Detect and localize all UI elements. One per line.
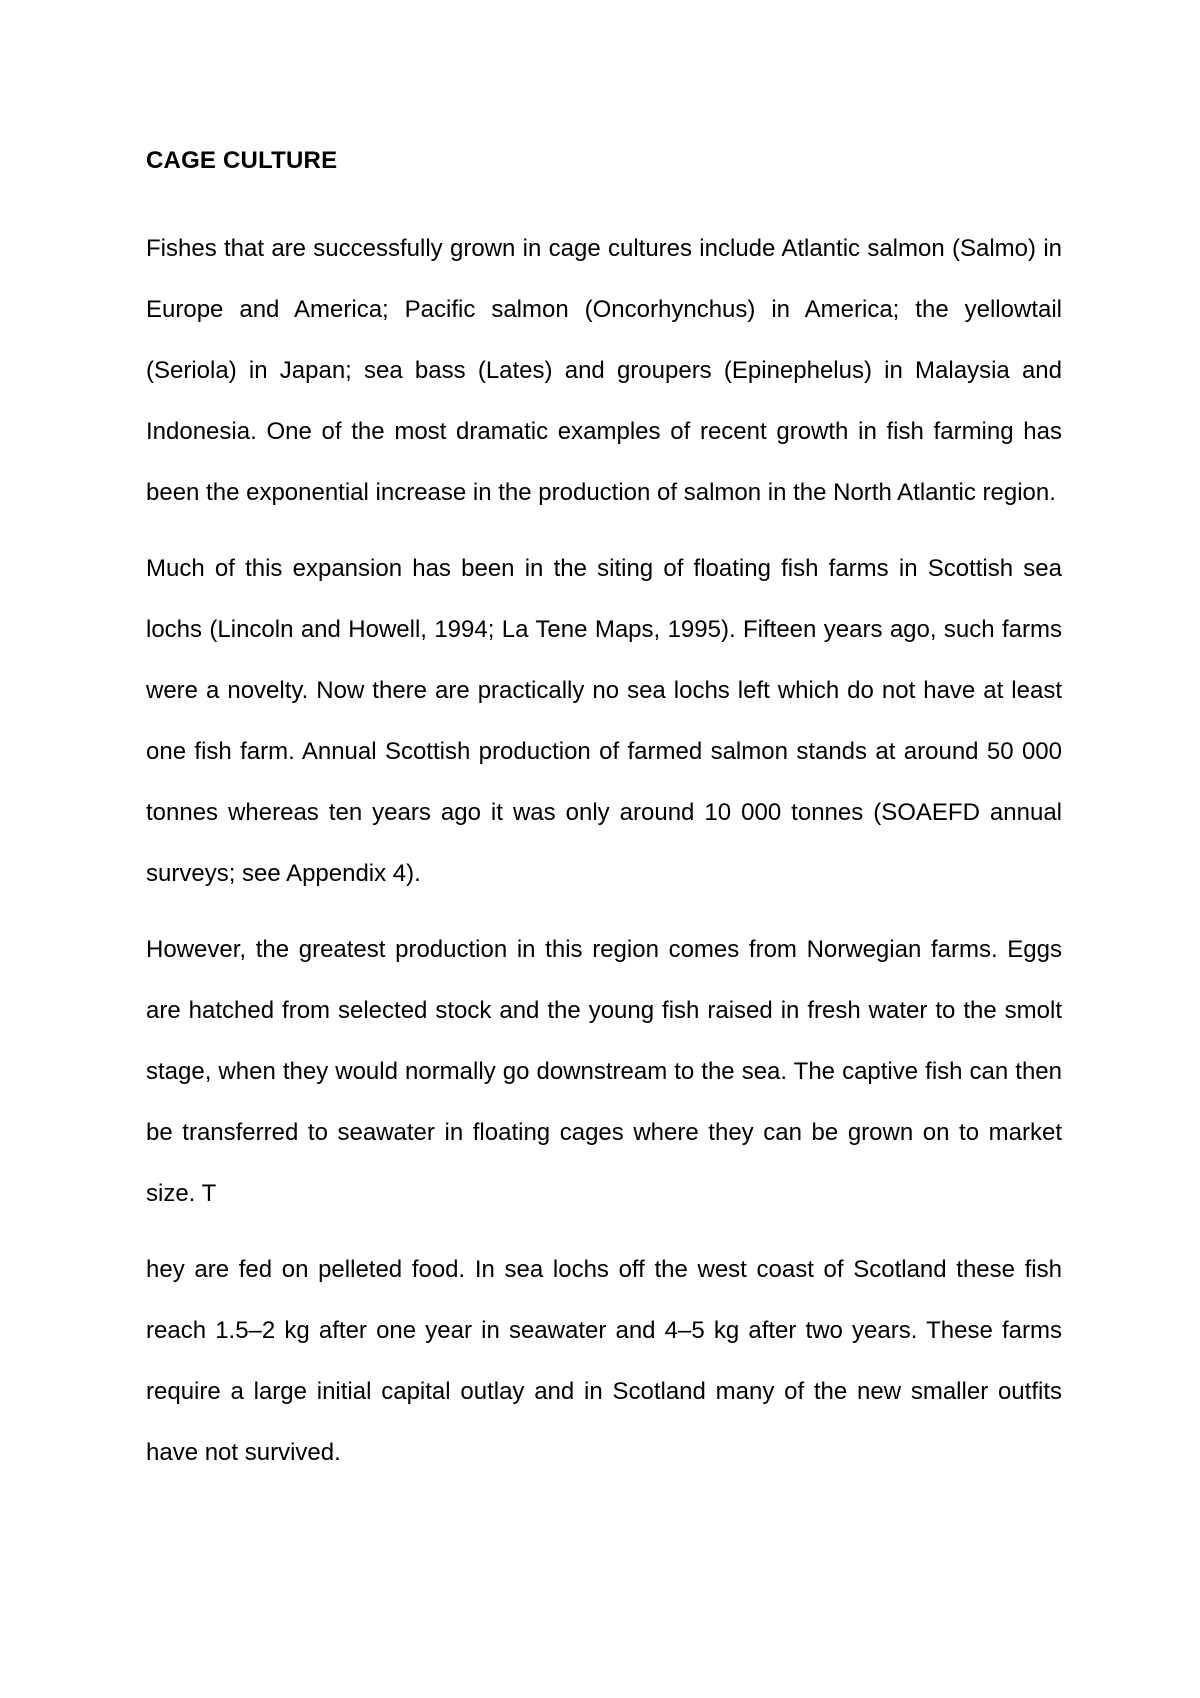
paragraph-norwegian-production: However, the greatest production in this region comes from Norwegian farms. Eggs are hatched from selected stock and the young fish raised in fresh water to the smolt stage, when they would normally go downstream to the sea. The captive fish can then be transferred to seawater in floating cages where they can be grown on to market size. T bbox=[146, 936, 1062, 1207]
paragraph-scottish-expansion: Much of this expansion has been in the siting of floating fish farms in Scottish sea lochs (Lincoln and Howell, 1994; La Tene Maps, 1995). Fifteen years ago, such farms were a novelty. Now there are practically no sea lochs left which do not have at least one fish farm. Annual Scottish production of farmed salmon stands at around 50 000 tonnes whereas ten years ago it was only around 10 000 tonnes (SOAEFD annual surveys; see Appendix 4). bbox=[146, 555, 1062, 887]
document-title: CAGE CULTURE bbox=[146, 147, 338, 174]
paragraph-cage-species: Fishes that are successfully grown in cage cultures include Atlantic salmon (Salmo) in Europe and America; Pacific salmon (Oncorhynchus) in America; the yellowtail (Seriola) in Japan; sea bass (Lates) and groupers (Epinephelus) in Malaysia and Indonesia. One of the most dramatic examples of recent growth in fish farming has been the exponential increase in the production of salmon in the North Atlantic region. bbox=[146, 235, 1062, 506]
paragraph-feeding-growth: hey are fed on pelleted food. In sea lochs off the west coast of Scotland these fish reach 1.5–2 kg after one year in seawater and 4–5 kg after two years. These farms require a large initial capital outlay and in Scotland many of the new smaller outfits have not survived. bbox=[146, 1256, 1062, 1466]
document-page bbox=[146, 146, 1062, 1483]
